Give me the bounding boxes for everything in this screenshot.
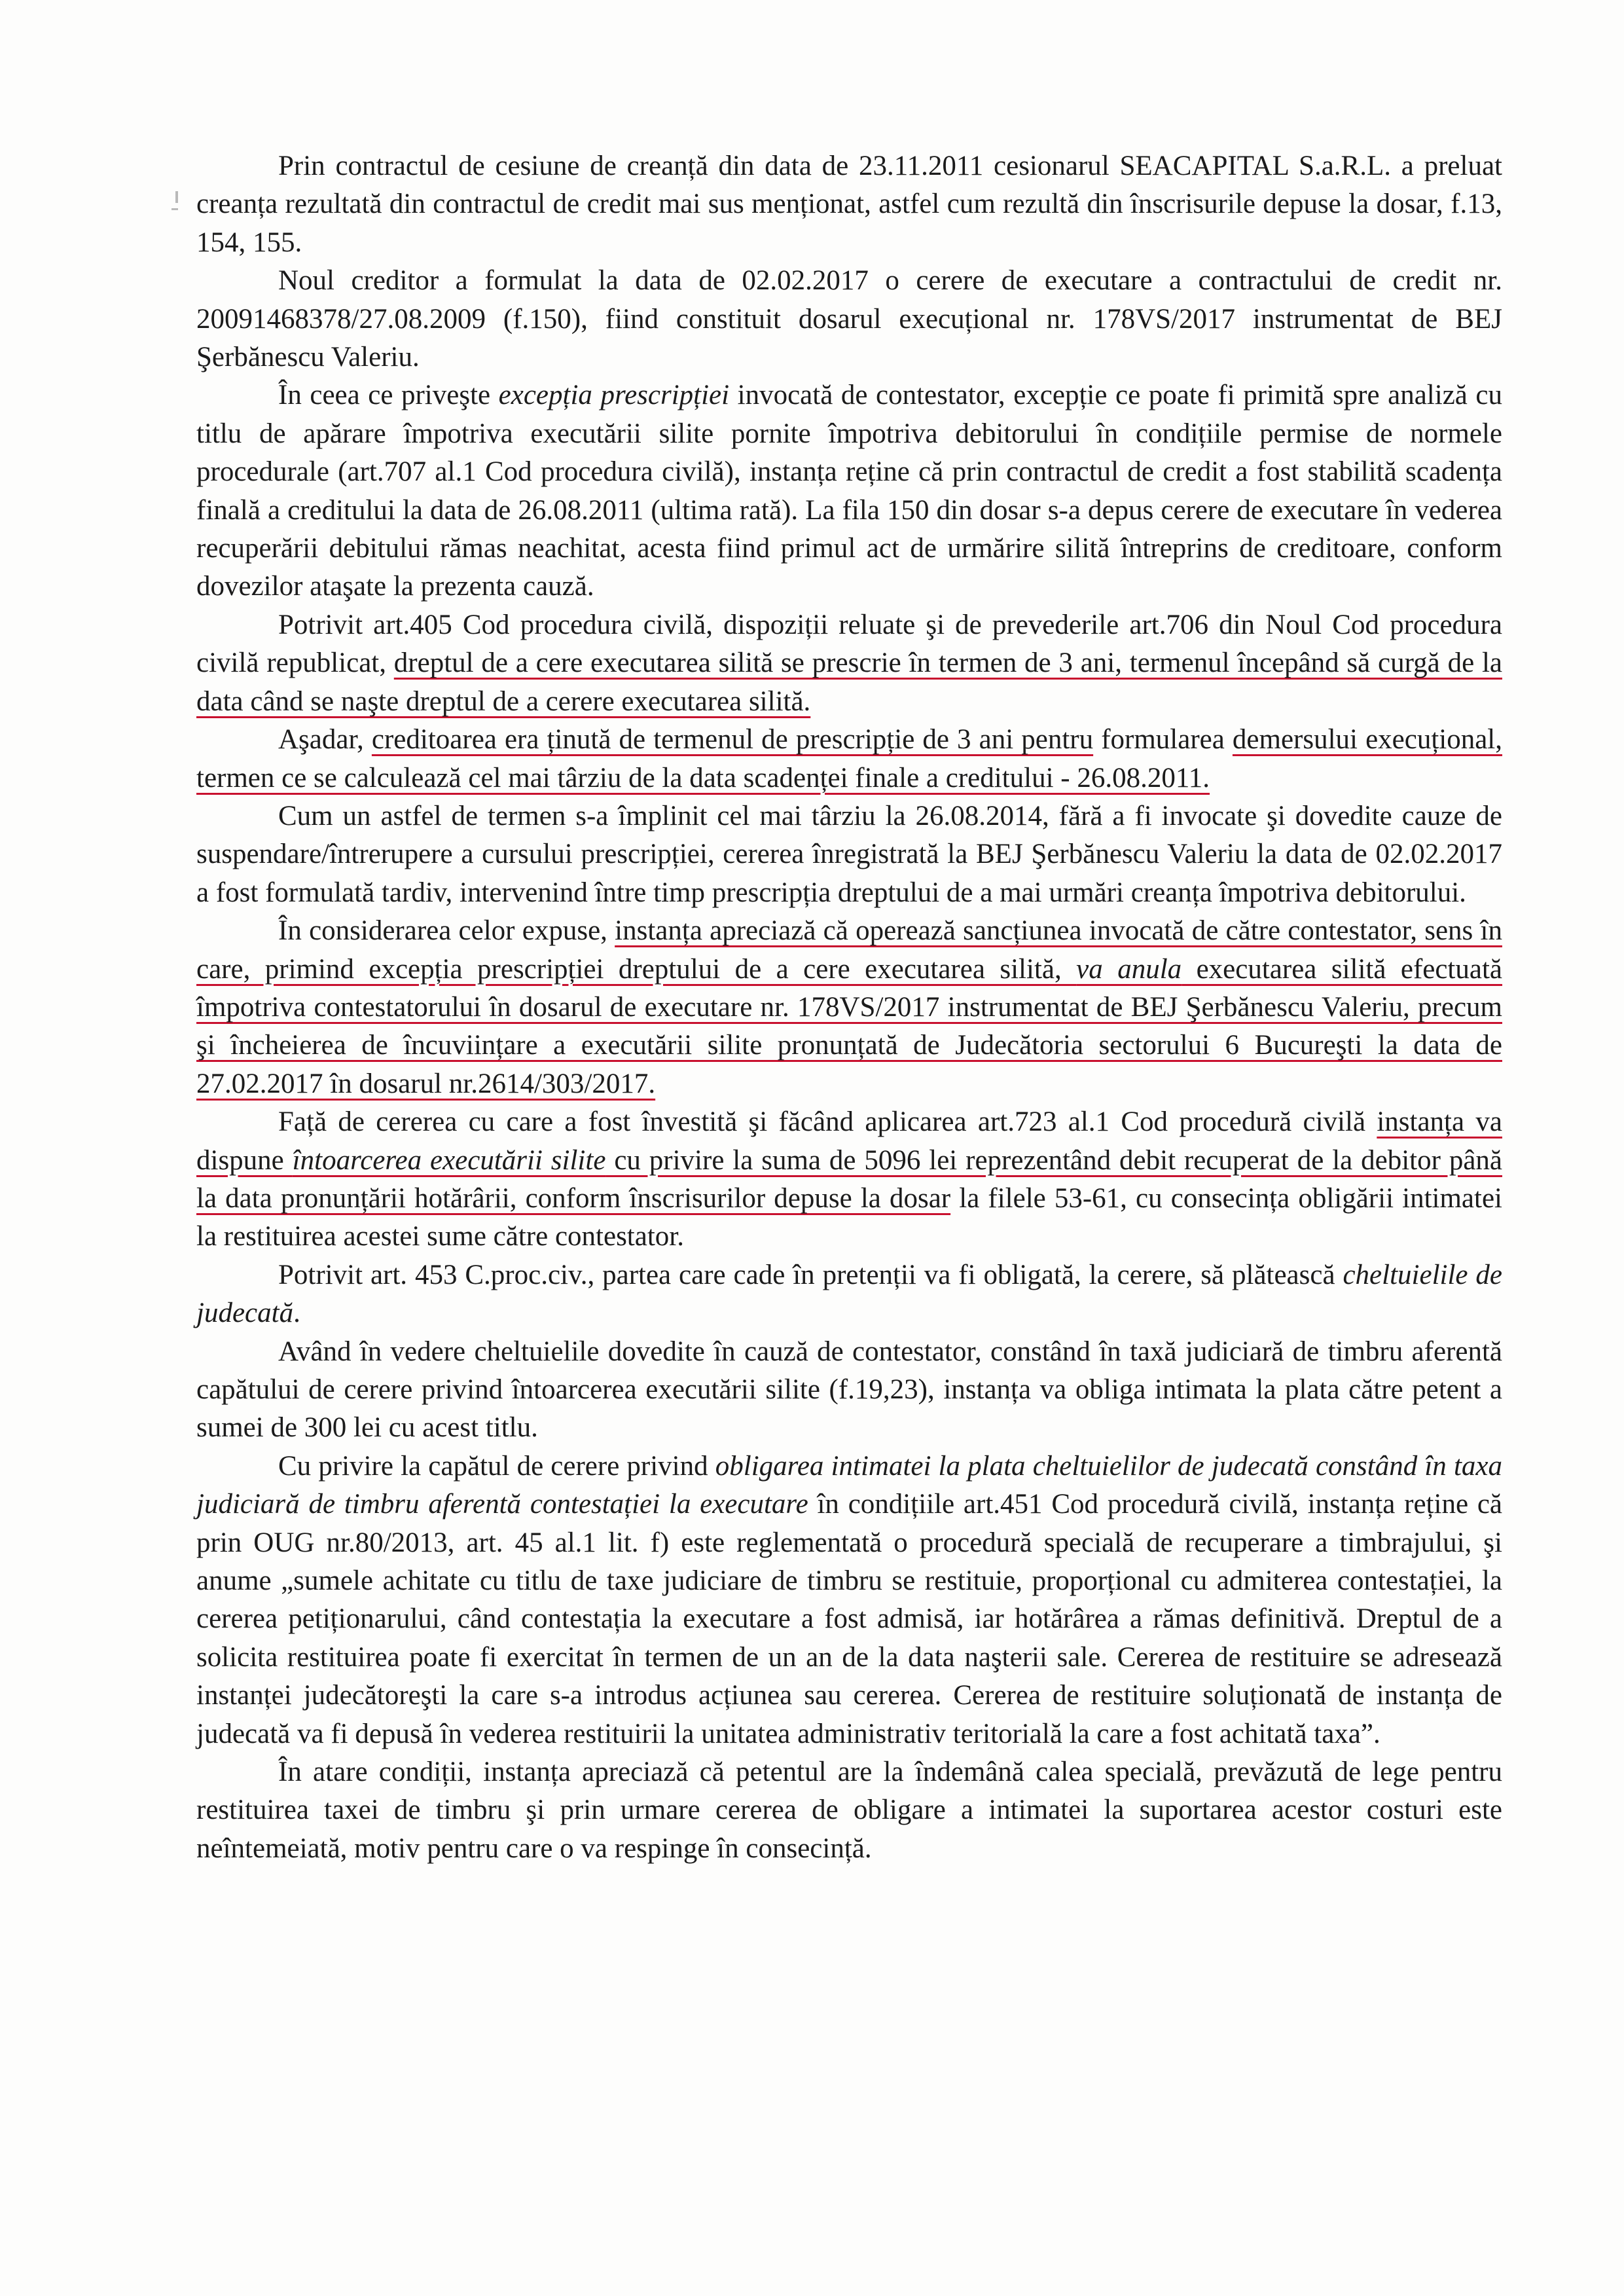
red-underlined-text: instanța apreciază că operează sancțiunea invocată de către contestator, sens în care, primind excepția prescripției dreptului de a cere executarea silită, [196,915,1502,985]
red-underlined-text: instanța va dispune [196,1106,1502,1176]
paragraph-art-453: Potrivit art. 453 C.proc.civ., partea care cade în pretenții va fi obligată, la cerere, să plătească cheltuielile de judecată. [196,1259,1502,1329]
scan-artifact [175,191,178,203]
italic-term: excepția prescripției [498,380,730,411]
paragraph-termen-implinit: Cum un astfel de termen s-a împlinit cel mai târziu la 26.08.2014, fără a fi invocate şi dovedite cauze de suspendare/întrerupere a cursului prescripției, cererea înregistrată la BEJ Şerbănescu Valeriu la data de 02.02.2017 a fost formulată tardiv, intervenind între timp prescripția dreptului de a mai urmări creanța împotriva debitorului. [196,800,1502,908]
paragraph-intoarcere-executare: Față de cererea cu care a fost învestită şi făcând aplicarea art.723 al.1 Cod procedură civilă instanța va dispune întoarcerea executării silite cu privire la suma de 5096 lei reprezentând debit recuperat de la debitor până la data pronunțării hotărârii, conform înscrisurilor depuse la dosar la filele 53-61, cu consecința obligării intimatei la restituirea acestei sume către contestator. [196,1106,1503,1252]
red-underlined-text: cu privire la suma de 5096 lei reprezentând debit recuperat de la debitor până la data pronunțării hotărârii, conform înscrisurilor depuse la dosar [196,1144,1503,1214]
paragraph-respingere: În atare condiții, instanța apreciază că petentul are la îndemână calea specială, prevăzută de lege pentru restituirea taxei de timbru şi prin urmare cererea de obligare a intimatei la suportarea acestor costuri este neîntemeiată, motiv pentru care o va respinge în consecință. [196,1757,1502,1864]
paragraph-cheltuieli: Având în vedere cheltuielile dovedite în cauză de contestator, constând în taxă judiciară de timbru aferentă capătului de cerere privind întoarcerea executării silite (f.19,23), instanța va obliga intimata la plata către petent a sumei de 300 lei cu acest titlu. [196,1336,1502,1444]
paragraph-oug-80-2013: Cu privire la capătul de cerere privind obligarea intimatei la plata cheltuielilor de judecată constând în taxa judiciară de timbru aferentă contestației la executare în condițiile art.451 Cod procedură civilă, instanța reține că prin OUG nr.80/2013, art. 45 al.1 lit. f) este reglementată o procedură specială de recuperare a timbrajului, şi anume „sumele achitate cu titlu de taxe judiciare de timbru se restituie, proporțional cu admiterea contestației, la cererea petiționarului, când contestația la executare a fost admisă, iar hotărârea a rămas definitivă. Dreptul de a solicita restituirea poate fi exercitat în termen de un an de la data naşterii sale. Cererea de restituire se adresează instanței judecătoreşti la care s-a introdus acțiunea sau cererea. Cererea de restituire soluționată de instanța de judecată va fi depusă în vederea restituirii la unitatea administrativ teritorială la care a fost achitată taxa”. [196,1450,1503,1749]
red-underlined-text: dreptul de a cere executarea silită se prescrie în termen de 3 ani, termenul începând să curgă de la data când se naşte dreptul de a cerere executarea silită. [196,647,1502,717]
paragraph-art-405: Potrivit art.405 Cod procedura civilă, dispoziții reluate şi de prevederile art.706 din Noul Cod procedura civilă republicat, dreptul de a cere executarea silită se prescrie în termen de 3 ani, termenul începând să curgă de la data când se naşte dreptul de a cerere executarea silită. [196,609,1502,717]
red-underlined-text: demersului execuțional, termen ce se calculează cel mai târziu de la data scadenței finale a creditului - 26.08.2011. [196,724,1503,793]
paragraph-asadar: Aşadar, creditoarea era ținută de termenul de prescripție de 3 ani pentru formularea demersului execuțional, termen ce se calculează cel mai târziu de la data scadenței finale a creditului - 26.08.2011. [196,724,1503,793]
italic-term: obligarea intimatei la plata cheltuielilor de judecată constând în taxa judiciară de timbru aferentă contestației la executare [196,1450,1502,1520]
italic-term: va anula [1076,953,1182,985]
paragraph-exceptia-prescriptiei: În ceea ce priveşte excepția prescripției invocată de contestator, excepție ce poate fi primită spre analiză cu titlu de apărare împotriva executării silite pornite împotriva debitorului în condițiile permise de normele procedurale (art.707 al.1 Cod procedura civilă), instanța reține că prin contractul de credit a fost stabilită scadența finală a creditului la data de 26.08.2011 (ultima rată). La fila 150 din dosar s-a depus cerere de executare în vederea recuperării debitului rămas neachitat, acesta fiind primul act de urmărire silită întreprins de creditoare, conform dovezilor ataşate la prezenta cauză. [196,380,1502,602]
scan-artifact [171,208,178,210]
red-underlined-text: executarea silită efectuată împotriva contestatorului în dosarul de executare nr. 178VS/2017 instrumentat de BEJ Şerbănescu Valeriu, precum şi încheierea de încuviințare a executării silite pronunțată de Judecătoria sectorului 6 Bucureşti la data de 27.02.2017 în dosarul nr.2614/303/2017. [196,953,1503,1099]
paragraph-considerare: În considerarea celor expuse, instanța apreciază că operează sancțiunea invocată de către contestator, sens în care, primind excepția prescripției dreptului de a cere executarea silită, va anula executarea silită efectuată împotriva contestatorului în dosarul de executare nr. 178VS/2017 instrumentat de BEJ Şerbănescu Valeriu, precum şi încheierea de încuviințare a executării silite pronunțată de Judecătoria sectorului 6 Bucureşti la data de 27.02.2017 în dosarul nr.2614/303/2017. [196,915,1503,1099]
paragraph-cerere-executare: Noul creditor a formulat la data de 02.02.2017 o cerere de executare a contractului de credit nr. 20091468378/27.08.2009 (f.150), fiind constituit dosarul execuțional nr. 178VS/2017 instrumentat de BEJ Şerbănescu Valeriu. [196,265,1502,373]
paragraph-cesiune: Prin contractul de cesiune de creanță din data de 23.11.2011 cesionarul SEACAPITAL S.a.R.L. a preluat creanța rezultată din contractul de credit mai sus menționat, astfel cum rezultă din înscrisurile depuse la dosar, f.13, 154, 155. [196,151,1502,258]
italic-term: cheltuielile de judecată [196,1259,1502,1329]
italic-term: întoarcerea executării silite [292,1144,606,1176]
red-underlined-text: creditoarea era ținută de termenul de prescripție de 3 ani pentru [371,724,1094,756]
document-body [196,147,1502,1868]
